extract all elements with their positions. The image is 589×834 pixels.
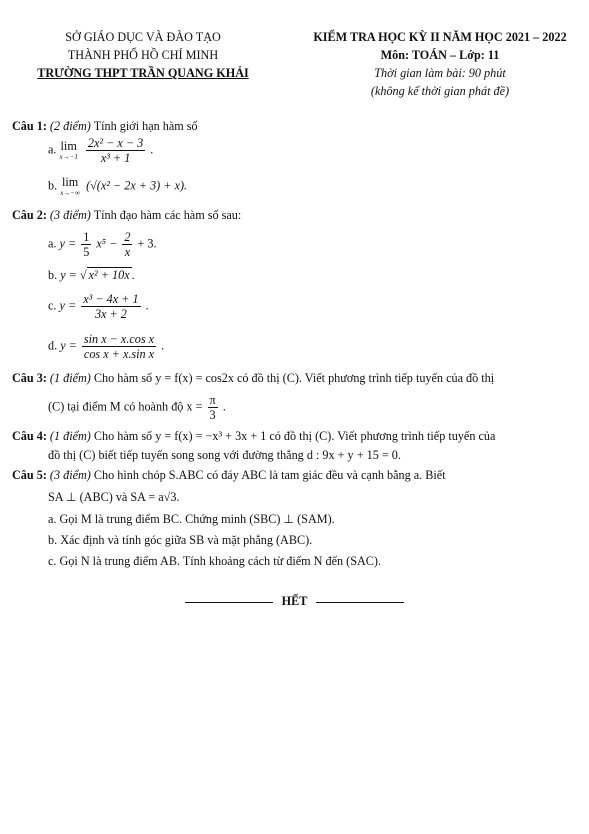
city-name: THÀNH PHỐ HỒ CHÍ MINH [67,48,219,62]
question-3-points: (1 điểm) [49,371,91,385]
punctuation: . [222,399,226,414]
question-2b [48,267,135,283]
fraction: $\frac{\text{x³ − 4x + 1}}{3x + 2}$ [83,292,139,321]
header-left [18,28,268,82]
fraction [86,136,145,165]
question-4-line-2: đồ thị (C) biết tiếp tuyến song song với đường thẳng d : 9x + y + 15 = 0. [48,448,401,462]
question-1-points: (2 điểm) [49,119,91,133]
exam-header [0,28,589,118]
item-label: d. [48,338,58,353]
term: x⁵ − [96,236,118,251]
limit-operator: lim x→−1 [59,139,78,161]
question-2c [48,292,149,321]
question-2-points: (3 điểm) [49,208,91,222]
question-2d [48,332,164,361]
item-label: b. [48,178,58,193]
question-4-text: Cho hàm số y = f(x) = −x³ + 3x + 1 có đồ thị (C). Viết phương trình tiếp tuyến của [93,429,496,443]
term: + 3. [137,236,157,251]
y-equals: y = [60,268,77,282]
question-3-text: Cho hàm số y = f(x) = cos2x có đồ thị (C). Viết phương trình tiếp tuyến của đồ thị [93,371,495,385]
department-name: SỞ GIÁO DỤC VÀ ĐÀO TẠO [65,30,221,44]
y-equals: y = [59,236,77,251]
question-5-line-2: SA ⊥ (ABC) và SA = a√3. [48,490,180,504]
end-line-left [185,602,273,603]
question-2-label: Câu 2: [12,208,47,222]
item-label: b. [48,268,58,282]
punctuation: . [131,268,135,282]
subject-line: Môn: TOÁN – Lớp: 11 [380,48,500,62]
y-equals: y = [60,338,77,353]
question-5-text: Cho hình chóp S.ABC có đáy ABC là tam giác đều và cạnh bằng a. Biết [93,468,446,482]
punctuation: . [145,298,149,313]
question-4-line-1 [12,428,495,444]
question-1-text: Tính giới hạn hàm số [93,119,198,133]
question-2-text: Tính đạo hàm các hàm số sau: [93,208,242,222]
y-equals: y = [59,298,77,313]
limit-expression: (√(x² − 2x + 3) + x). [86,178,188,193]
fraction-one-fifth: $\frac{1}{5}$ [83,230,90,259]
question-5c: c. Gọi N là trung điểm AB. Tính khoảng cách từ điểm N đến (SAC). [48,554,382,568]
question-4-points: (1 điểm) [49,429,91,443]
item-label: a. [48,236,57,251]
question-5-label: Câu 5: [12,468,47,482]
question-2-header [12,207,241,223]
time-limit: Thời gian làm bài: 90 phút [374,66,506,80]
numerator: 2x² − x − 3 [87,136,144,150]
question-5-points: (3 điểm) [49,468,91,482]
sqrt-symbol: √ [79,268,87,282]
fraction: $\frac{\text{sin x − x.cos x}}{\text{cos x + x.sin x}}$ [83,332,155,361]
exam-title: KIỂM TRA HỌC KỲ II NĂM HỌC 2021 – 2022 [313,30,567,44]
question-2a [48,230,157,259]
question-3-label: Câu 3: [12,371,47,385]
question-5b: b. Xác định và tính góc giữa SB và mặt phẳng (ABC). [48,533,313,547]
fraction-pi-over-3: $\frac{\pi}{3}$ [209,393,216,422]
question-1a [48,136,153,165]
end-text: HẾT [281,594,308,608]
end-line-right [316,602,404,603]
radicand: x² + 10x [88,268,130,282]
header-right [300,28,580,100]
question-1b [48,176,187,197]
question-3-line-1 [12,370,494,386]
question-3-line-2 [48,393,226,422]
question-4-label: Câu 4: [12,429,47,443]
end-marker [0,594,589,609]
question-3-text-2: (C) tại điểm M có hoành độ x = [48,399,203,414]
question-1-header [12,118,198,134]
question-5-line-1 [12,467,446,483]
punctuation: . [150,142,154,157]
item-label: a. [48,142,57,157]
punctuation: . [161,338,165,353]
question-1-label: Câu 1: [12,119,47,133]
denominator: x³ + 1 [100,151,131,165]
limit-operator: lim x→−∞ [60,175,81,197]
item-label: c. [48,298,57,313]
question-5a: a. Gọi M là trung điểm BC. Chứng minh (SBC) ⊥ (SAM). [48,512,335,526]
time-note: (không kể thời gian phát đề) [370,84,510,98]
school-name: TRƯỜNG THPT TRẦN QUANG KHẢI [37,66,249,80]
fraction-two-over-x: $\frac{2}{x}$ [124,230,131,259]
